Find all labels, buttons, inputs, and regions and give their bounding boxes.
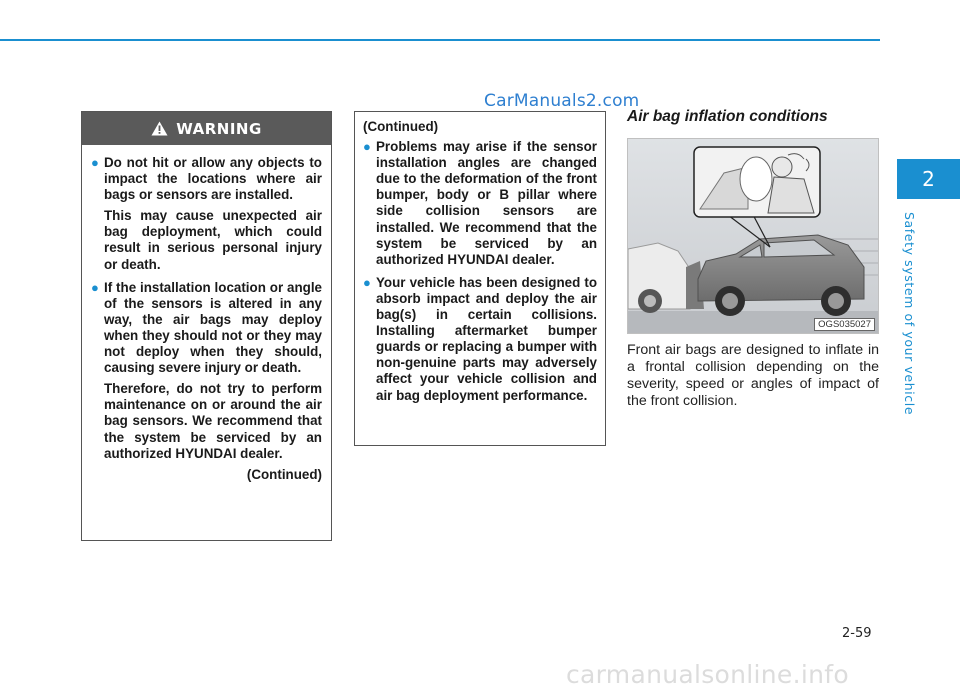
- chapter-label-container: [885, 212, 935, 416]
- warning-triangle-icon: [151, 121, 168, 136]
- continued-box: [354, 111, 606, 446]
- chapter-tab[interactable]: 2: [897, 159, 960, 199]
- chapter-label: Safety system of your vehicle: [902, 212, 917, 416]
- header-rule: [0, 39, 880, 41]
- continued-label: (Continued): [363, 119, 439, 134]
- bullet-icon: ●: [91, 155, 99, 170]
- section-title: Air bag inflation conditions: [627, 108, 828, 125]
- bullet-icon: ●: [91, 279, 99, 295]
- continued-bullet-1: ● Problems may arise if the sensor installation angles are changed due to the deformation of the front bumper, body or B pillar where side collision sensors are installed. We recommend that the system be serviced by an authorized HYUNDAI dealer.: [363, 139, 597, 267]
- warning-bullet-2: ● If the installation location or angle of the sensors is altered in any way, the air bags may deploy when they should not or they may not deploy when they should, causing severe injury or death.: [91, 279, 322, 376]
- figure-label: OGS035027: [814, 318, 875, 331]
- warning-header: [82, 112, 331, 145]
- warning-bullet-2-sub: Therefore, do not try to perform maintenance on or around the air bag sensors. We recommend that the system be serviced by an authorized HYUNDAI dealer.: [104, 381, 322, 461]
- section-paragraph: Front air bags are designed to inflate in a frontal collision depending on the severity, speed or angles of impact of the front collision.: [627, 342, 879, 409]
- watermark-top[interactable]: CarManuals2.com: [484, 91, 640, 111]
- warning-bullet-1: ● Do not hit or allow any objects to impact the locations where air bags or sensors are installed.: [91, 155, 322, 203]
- warning-continued: (Continued): [246, 466, 322, 482]
- warning-box: [81, 111, 332, 541]
- collision-illustration: [627, 138, 879, 334]
- page-number: 2-59: [842, 626, 872, 641]
- bullet-icon: ●: [363, 139, 371, 155]
- frontal-collision-image: [628, 139, 879, 334]
- warning-bullet-1-sub: This may cause unexpected air bag deployment, which could result in serious personal injury or death.: [104, 208, 322, 272]
- bullet-icon: ●: [363, 274, 371, 290]
- watermark-bottom[interactable]: carmanualsonline.info: [566, 660, 849, 688]
- continued-bullet-2: ● Your vehicle has been designed to absorb impact and deploy the air bag(s) in certain collisions. Installing aftermarket bumper guards or replacing a bumper with non-genuine parts may adversely affect your vehicle collision and air bag deployment performance.: [363, 274, 597, 403]
- warning-title: WARNING: [176, 119, 262, 138]
